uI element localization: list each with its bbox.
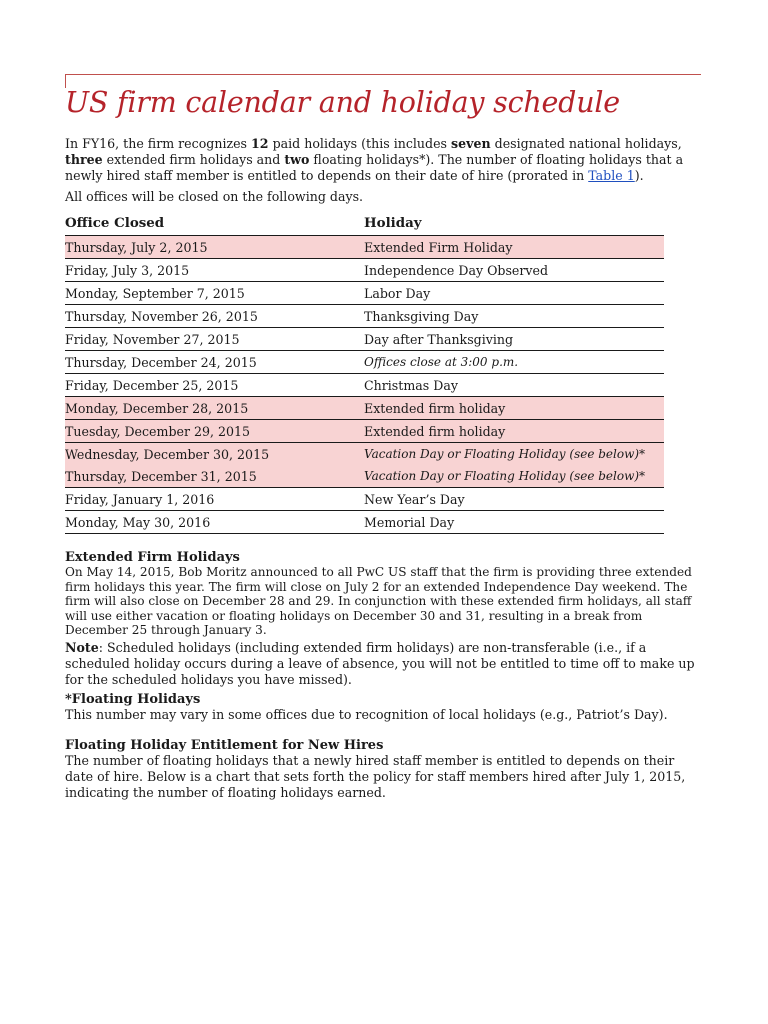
office-closed-cell: Thursday, December 31, 2015 (65, 465, 364, 488)
office-closed-cell: Friday, December 25, 2015 (65, 377, 239, 393)
table-row (65, 351, 664, 374)
office-closed-cell: Thursday, December 24, 2015 (65, 354, 257, 370)
note-paragraph (65, 640, 705, 688)
office-closed-cell: Friday, January 1, 2016 (65, 491, 215, 507)
table-row (65, 397, 664, 420)
office-closed-cell: Monday, September 7, 2015 (65, 285, 245, 301)
header-rule (65, 74, 701, 75)
table-row (65, 511, 664, 534)
floating-holidays-heading: *Floating Holidays (65, 692, 201, 707)
holiday-cell: Day after Thanksgiving (364, 331, 514, 347)
holiday-cell: Independence Day Observed (364, 262, 549, 278)
entitlement-heading: Floating Holiday Entitlement for New Hires (65, 738, 384, 753)
holiday-cell: Offices close at 3:00 p.m. (364, 355, 519, 369)
holiday-cell: Vacation Day or Floating Holiday (see below)* (364, 443, 664, 466)
table-row (65, 305, 664, 328)
office-closed-cell: Monday, May 30, 2016 (65, 514, 211, 530)
office-closed-cell: Thursday, July 2, 2015 (65, 236, 364, 259)
office-closed-cell: Monday, December 28, 2015 (65, 397, 364, 420)
holiday-cell: New Year’s Day (364, 491, 465, 507)
table-row (65, 420, 664, 443)
office-closed-cell: Friday, November 27, 2015 (65, 331, 240, 347)
offices-closed-note: All offices will be closed on the following days. (65, 189, 364, 204)
extended-holidays-body: On May 14, 2015, Bob Moritz announced to all PwC US staff that the firm is providing three extended firm holidays this year. The firm will close on July 2 for an extended Independence Day weekend. The firm will also close on December 28 and 29. In conjunction with these extended firm holidays, all staff will use either vacation or floating holidays on December 30 and 31, resulting in a break from December 25 through January 3. (65, 565, 692, 638)
office-closed-cell: Tuesday, December 29, 2015 (65, 420, 364, 443)
table-row (65, 465, 664, 488)
table-row (65, 236, 664, 259)
extended-holidays-heading: Extended Firm Holidays (65, 550, 240, 565)
floating-holidays-section (65, 692, 705, 723)
holiday-cell: Labor Day (364, 285, 431, 301)
office-closed-cell: Wednesday, December 30, 2015 (65, 443, 364, 466)
note-body: : Scheduled holidays (including extended firm holidays) are non-transferable (i.e., if a scheduled holiday occurs during a leave of absence, you will not be entitled to time off to make up for the scheduled holidays you have missed). (65, 639, 695, 687)
entitlement-section (65, 738, 705, 801)
office-closed-header: Office Closed (65, 215, 165, 231)
floating-holidays-body: This number may vary in some offices due to recognition of local holidays (e.g., Patriot’s Day). (65, 707, 668, 722)
holiday-cell: Thanksgiving Day (364, 308, 479, 324)
holiday-header: Holiday (364, 215, 422, 231)
holiday-schedule-table (65, 235, 664, 534)
table-row (65, 259, 664, 282)
office-closed-cell: Thursday, November 26, 2015 (65, 308, 258, 324)
holiday-cell: Vacation Day or Floating Holiday (see below)* (364, 465, 664, 488)
intro-paragraph: In FY16, the firm recognizes 12 paid holidays (this includes seven designated national holidays, three extended firm holidays and two floating holidays*). The number of floating holidays that a newly hired staff member is entitled to depends on their date of hire (prorated in Table 1). (65, 136, 684, 183)
holiday-cell: Extended firm holiday (364, 397, 664, 420)
table-row (65, 328, 664, 351)
note-label: Note (65, 639, 99, 655)
holiday-cell: Extended firm holiday (364, 420, 664, 443)
table-row (65, 282, 664, 305)
table-1-link[interactable]: Table 1 (588, 168, 635, 183)
table-row (65, 374, 664, 397)
page-title: US firm calendar and holiday schedule (65, 86, 620, 119)
office-closed-cell: Friday, July 3, 2015 (65, 262, 190, 278)
entitlement-body: The number of floating holidays that a newly hired staff member is entitled to depends on their date of hire. Below is a chart that sets forth the policy for staff members hired after July 1, 2015, indicating the number of floating holidays earned. (65, 753, 686, 800)
extended-holidays-section (65, 550, 705, 688)
table-row (65, 443, 664, 466)
holiday-cell: Christmas Day (364, 377, 458, 393)
holiday-cell: Extended Firm Holiday (364, 236, 664, 259)
holiday-cell: Memorial Day (364, 514, 455, 530)
table-row (65, 488, 664, 511)
